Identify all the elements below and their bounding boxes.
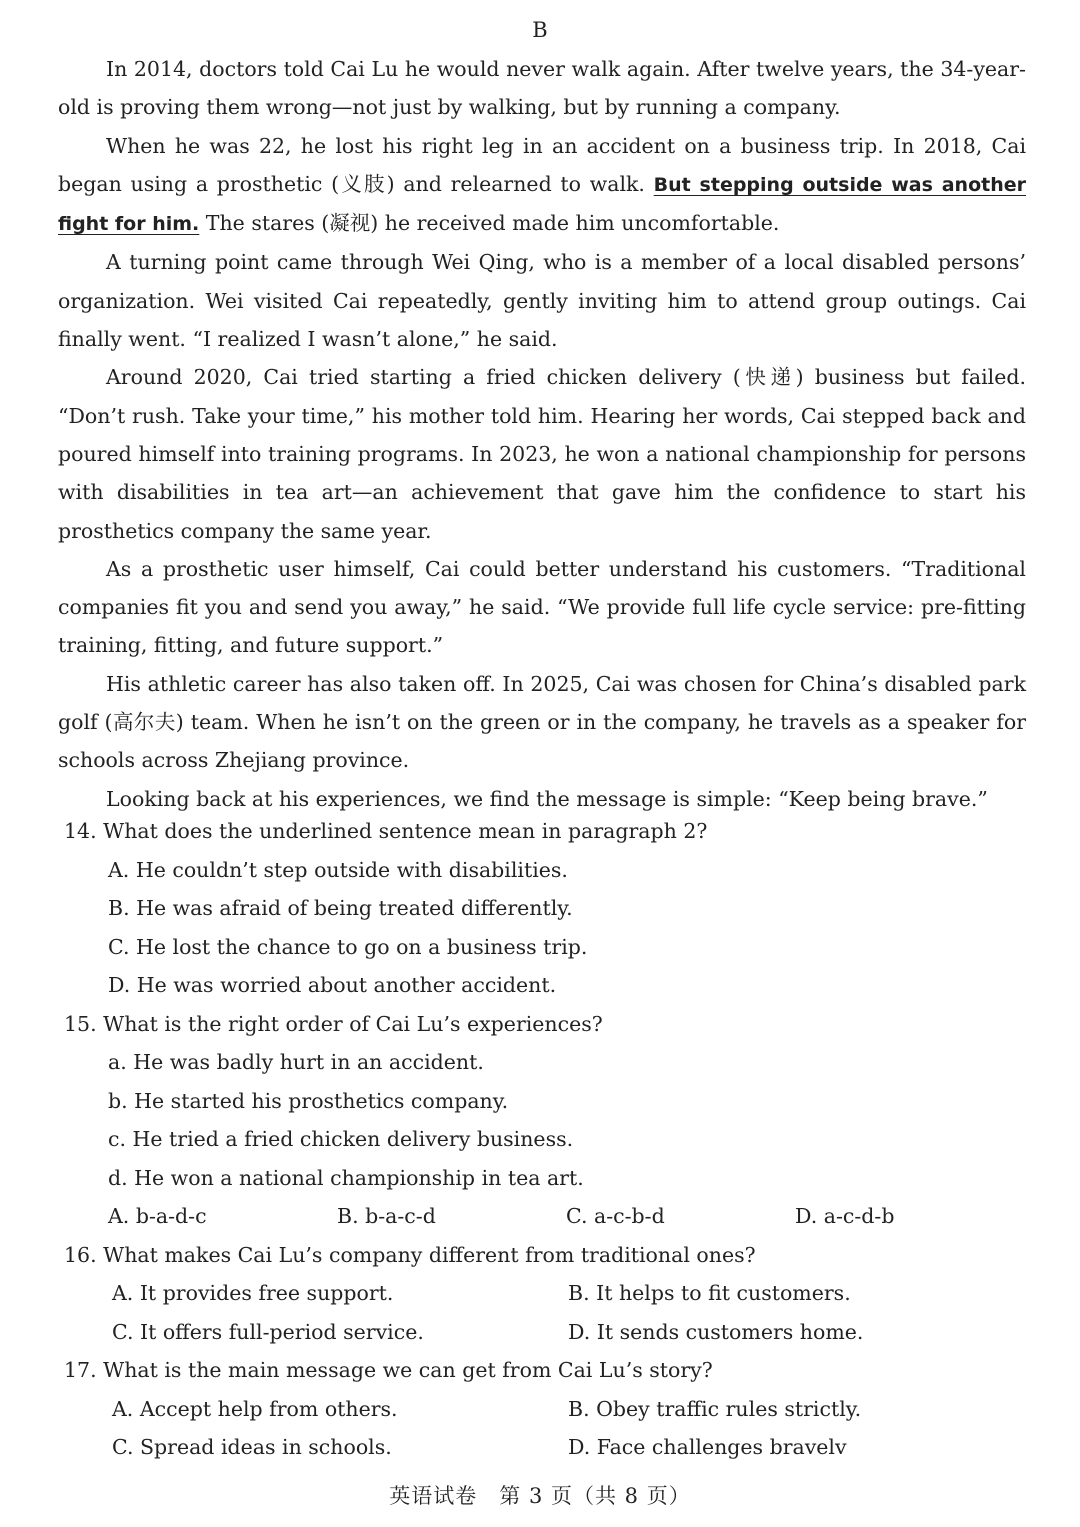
option-a: A. Accept help from others.: [112, 1396, 398, 1421]
option-a: A. It provides free support.: [112, 1281, 394, 1305]
event-item-d: d. He won a national championship in tea art.: [108, 1165, 584, 1190]
option-a: A. b-a-d-c: [108, 1204, 207, 1228]
section-heading: B: [532, 18, 548, 42]
reading-passage: [58, 50, 1026, 818]
option-row: [64, 1428, 1024, 1467]
option-b: B. Obey traffic rules strictly.: [568, 1396, 862, 1421]
option-d: D. a-c-d-b: [795, 1204, 895, 1228]
question-stem: 17. What is the main message we can get from Cai Lu’s story?: [64, 1358, 713, 1382]
option-row: [64, 1390, 1024, 1429]
event-item-b: b. He started his prosthetics company.: [108, 1088, 509, 1113]
option-b: B. He was afraid of being treated differently.: [108, 896, 573, 920]
option-d: D. He was worried about another accident.: [108, 973, 557, 997]
question-16: [64, 1236, 1024, 1352]
question-stem: 16. What makes Cai Lu’s company different from traditional ones?: [64, 1242, 756, 1267]
option-a: A. He couldn’t step outside with disabilities.: [108, 857, 568, 882]
question-14: [64, 812, 1024, 1005]
underlined-sentence: But stepping outside was another fight for him.: [58, 173, 1026, 236]
question-15: [64, 1005, 1024, 1236]
option-b: B. It helps to fit customers.: [568, 1281, 851, 1305]
option-b: B. b-a-c-d: [337, 1204, 436, 1228]
paragraph-6: His athletic career has also taken off. In 2025, Cai was chosen for China’s disabled park golf (高尔夫) team. When he isn’t on the green or in the company, he travels as a speaker for schools across Zhejiang province.: [58, 671, 1026, 773]
option-c: C. It offers full-period service.: [112, 1319, 424, 1344]
event-item-c: c. He tried a fried chicken delivery business.: [108, 1127, 574, 1151]
event-item-a: a. He was badly hurt in an accident.: [108, 1050, 484, 1074]
paragraph-2-end: The stares (凝视) he received made him uncomfortable.: [199, 211, 780, 236]
paragraph-7: Looking back at his experiences, we find the message is simple: “Keep being brave.”: [106, 786, 988, 811]
option-c: C. Spread ideas in schools.: [112, 1435, 392, 1459]
option-d: D. It sends customers home.: [568, 1319, 864, 1344]
option-row: [64, 1274, 1024, 1313]
question-stem: 14. What does the underlined sentence mean in paragraph 2?: [64, 819, 708, 843]
option-c: C. a-c-b-d: [566, 1204, 665, 1228]
option-row: [64, 1313, 1024, 1352]
question-list: [64, 812, 1024, 1467]
option-d: D. Face challenges bravelv: [568, 1435, 847, 1459]
paragraph-1: In 2014, doctors told Cai Lu he would never walk again. After twelve years, the 34-year-old is proving them wrong—not just by walking, but by running a company.: [58, 57, 1026, 120]
paragraph-4: Around 2020, Cai tried starting a fried chicken delivery (快递) business but failed. “Don’t rush. Take your time,” his mother told him. Hearing her words, Cai stepped back and poured himself into training programs. In 2023, he won a national championship for persons with disabilities in tea art—an achievement that gave him the confidence to start his prosthetics company the same year.: [58, 365, 1026, 543]
paragraph-5: As a prosthetic user himself, Cai could better understand his customers. “Traditional companies fit you and send you away,” he said. “We provide full life cycle service: pre-fitting training, fitting, and future support.”: [58, 556, 1026, 658]
option-c: C. He lost the chance to go on a business trip.: [108, 934, 588, 959]
paragraph-2-start: When he was 22, he lost his right leg in an accident on a business trip. In 2018, Cai began using a prosthetic (义肢) and relearned to walk.: [58, 133, 1026, 196]
question-17: [64, 1351, 1024, 1467]
option-row: [64, 1197, 1024, 1236]
paragraph-2: [58, 127, 1026, 244]
question-stem: 15. What is the right order of Cai Lu’s experiences?: [64, 1011, 603, 1036]
page-footer: 英语试卷 第 3 页（共 8 页）: [389, 1484, 691, 1508]
paragraph-3: A turning point came through Wei Qing, who is a member of a local disabled persons’ organization. Wei visited Cai repeatedly, gently inviting him to attend group outings. Cai finally went. “I realized I wasn’t alone,” he said.: [58, 250, 1026, 352]
